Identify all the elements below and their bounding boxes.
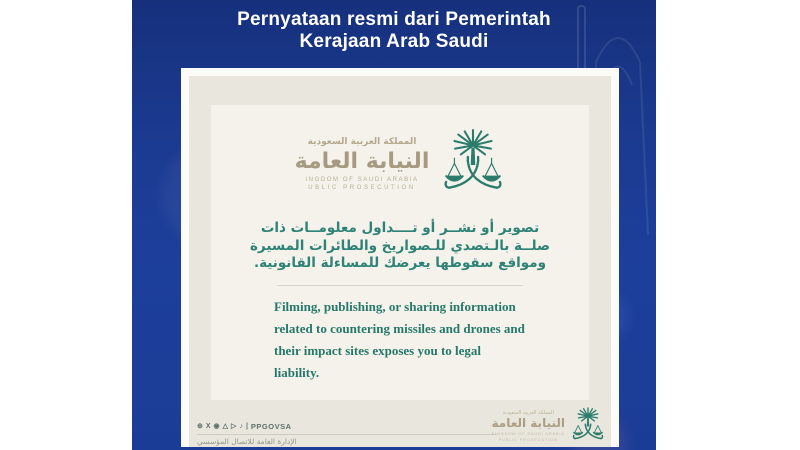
mini-kingdom-english: KINGDOM OF SAUDI ARABIA [491, 431, 565, 436]
globe-icon: ⊕ [197, 423, 203, 430]
youtube-icon: ▷ [231, 423, 237, 430]
message-divider [277, 285, 523, 286]
tiktok-icon: ♪ [239, 423, 243, 430]
footer-rule [197, 434, 497, 435]
social-media-row [197, 422, 292, 431]
palm-swords-scales-emblem-small-icon [571, 406, 605, 446]
logo-kingdom-english: INGDOM OF SAUDI ARABIA [305, 177, 419, 183]
handle-separator: | [245, 423, 248, 430]
english-message-line1: Filming, publishing, or sharing information [274, 298, 516, 314]
arabic-message-line2: صلــة بالـتصدي للـصواريخ والطائرات المسيرة [249, 237, 551, 254]
flyer-content-panel [211, 105, 589, 400]
headline-line2: Kerajaan Arab Saudi [299, 30, 489, 52]
arabic-warning-message [211, 220, 589, 273]
mini-prosecution-arabic: النيابة العامة [491, 416, 565, 430]
post-headline [132, 9, 656, 52]
palm-swords-scales-emblem-icon [441, 125, 505, 203]
flyer-mat [189, 76, 611, 447]
footer-mini-logo [492, 406, 606, 446]
arabic-message-line3: ومواقع سقوطها يعرضك للمساءلة القانونية. [253, 255, 547, 271]
snapchat-icon: △ [222, 423, 229, 430]
english-warning-message [274, 296, 526, 384]
prosecution-flyer-card [181, 68, 619, 447]
instagram-icon: ◉ [213, 423, 220, 430]
story-frame [132, 0, 656, 450]
logo-prosecution-english: UBLIC PROSECUTION [308, 185, 416, 191]
logo-prosecution-arabic: النيابة العامة [294, 149, 430, 174]
x-icon: X [205, 423, 211, 430]
department-arabic-label: الإدارة العامة للاتصال المؤسسي [197, 437, 297, 446]
logo-kingdom-arabic: المملكة العربية السعودية [307, 137, 417, 147]
headline-line1: Pernyataan resmi dari Pemerintah [237, 9, 551, 30]
mini-kingdom-arabic: المملكة العربية السعودية [502, 410, 554, 416]
english-message-line3: their impact sites exposes you to legal liability. [274, 342, 482, 380]
mini-prosecution-english: PUBLIC PROSECUTION [498, 437, 558, 442]
arabic-message-line1: تصوير أو نشــر أو تــــداول معلومــات ذات [260, 220, 540, 236]
mini-logo-text [492, 410, 566, 442]
english-message-line2: related to countering missiles and drones and [274, 320, 525, 336]
logo-text-block [295, 137, 430, 191]
prosecution-logo [211, 105, 589, 203]
social-handle: PPGOVSA [250, 422, 292, 431]
